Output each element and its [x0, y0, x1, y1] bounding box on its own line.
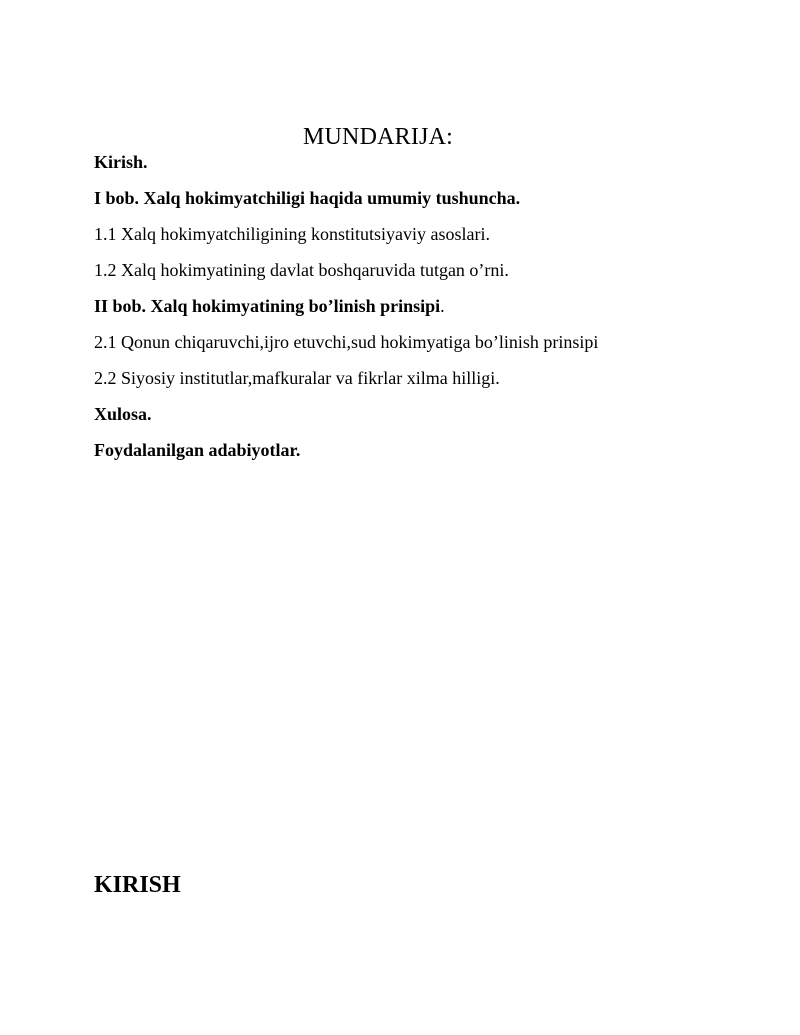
toc-item-section-2-2: 2.2 Siyosiy institutlar,mafkuralar va fikrlar xilma hilligi. — [94, 368, 500, 388]
toc-item-section-1-2: 1.2 Xalq hokimyatining davlat boshqaruvida tutgan o’rni. — [94, 260, 509, 280]
table-of-contents — [94, 152, 734, 476]
toc-item-introduction: Kirish. — [94, 152, 148, 172]
toc-item-section-1-1: 1.1 Xalq hokimyatchiligining konstitutsiyaviy asoslari. — [94, 224, 490, 244]
section-heading-introduction: KIRISH — [94, 872, 181, 898]
toc-item-chapter-2: II bob. Xalq hokimyatining bo’linish prinsipi. — [94, 296, 445, 316]
toc-item-chapter-1: I bob. Xalq hokimyatchiligi haqida umumiy tushuncha. — [94, 188, 521, 208]
toc-item-references: Foydalanilgan adabiyotlar. — [94, 440, 301, 460]
toc-item-conclusion: Xulosa. — [94, 404, 152, 424]
toc-title: MUNDARIJA: — [302, 124, 453, 150]
toc-item-section-2-1: 2.1 Qonun chiqaruvchi,ijro etuvchi,sud hokimyatiga bo’linish prinsipi — [94, 332, 599, 352]
